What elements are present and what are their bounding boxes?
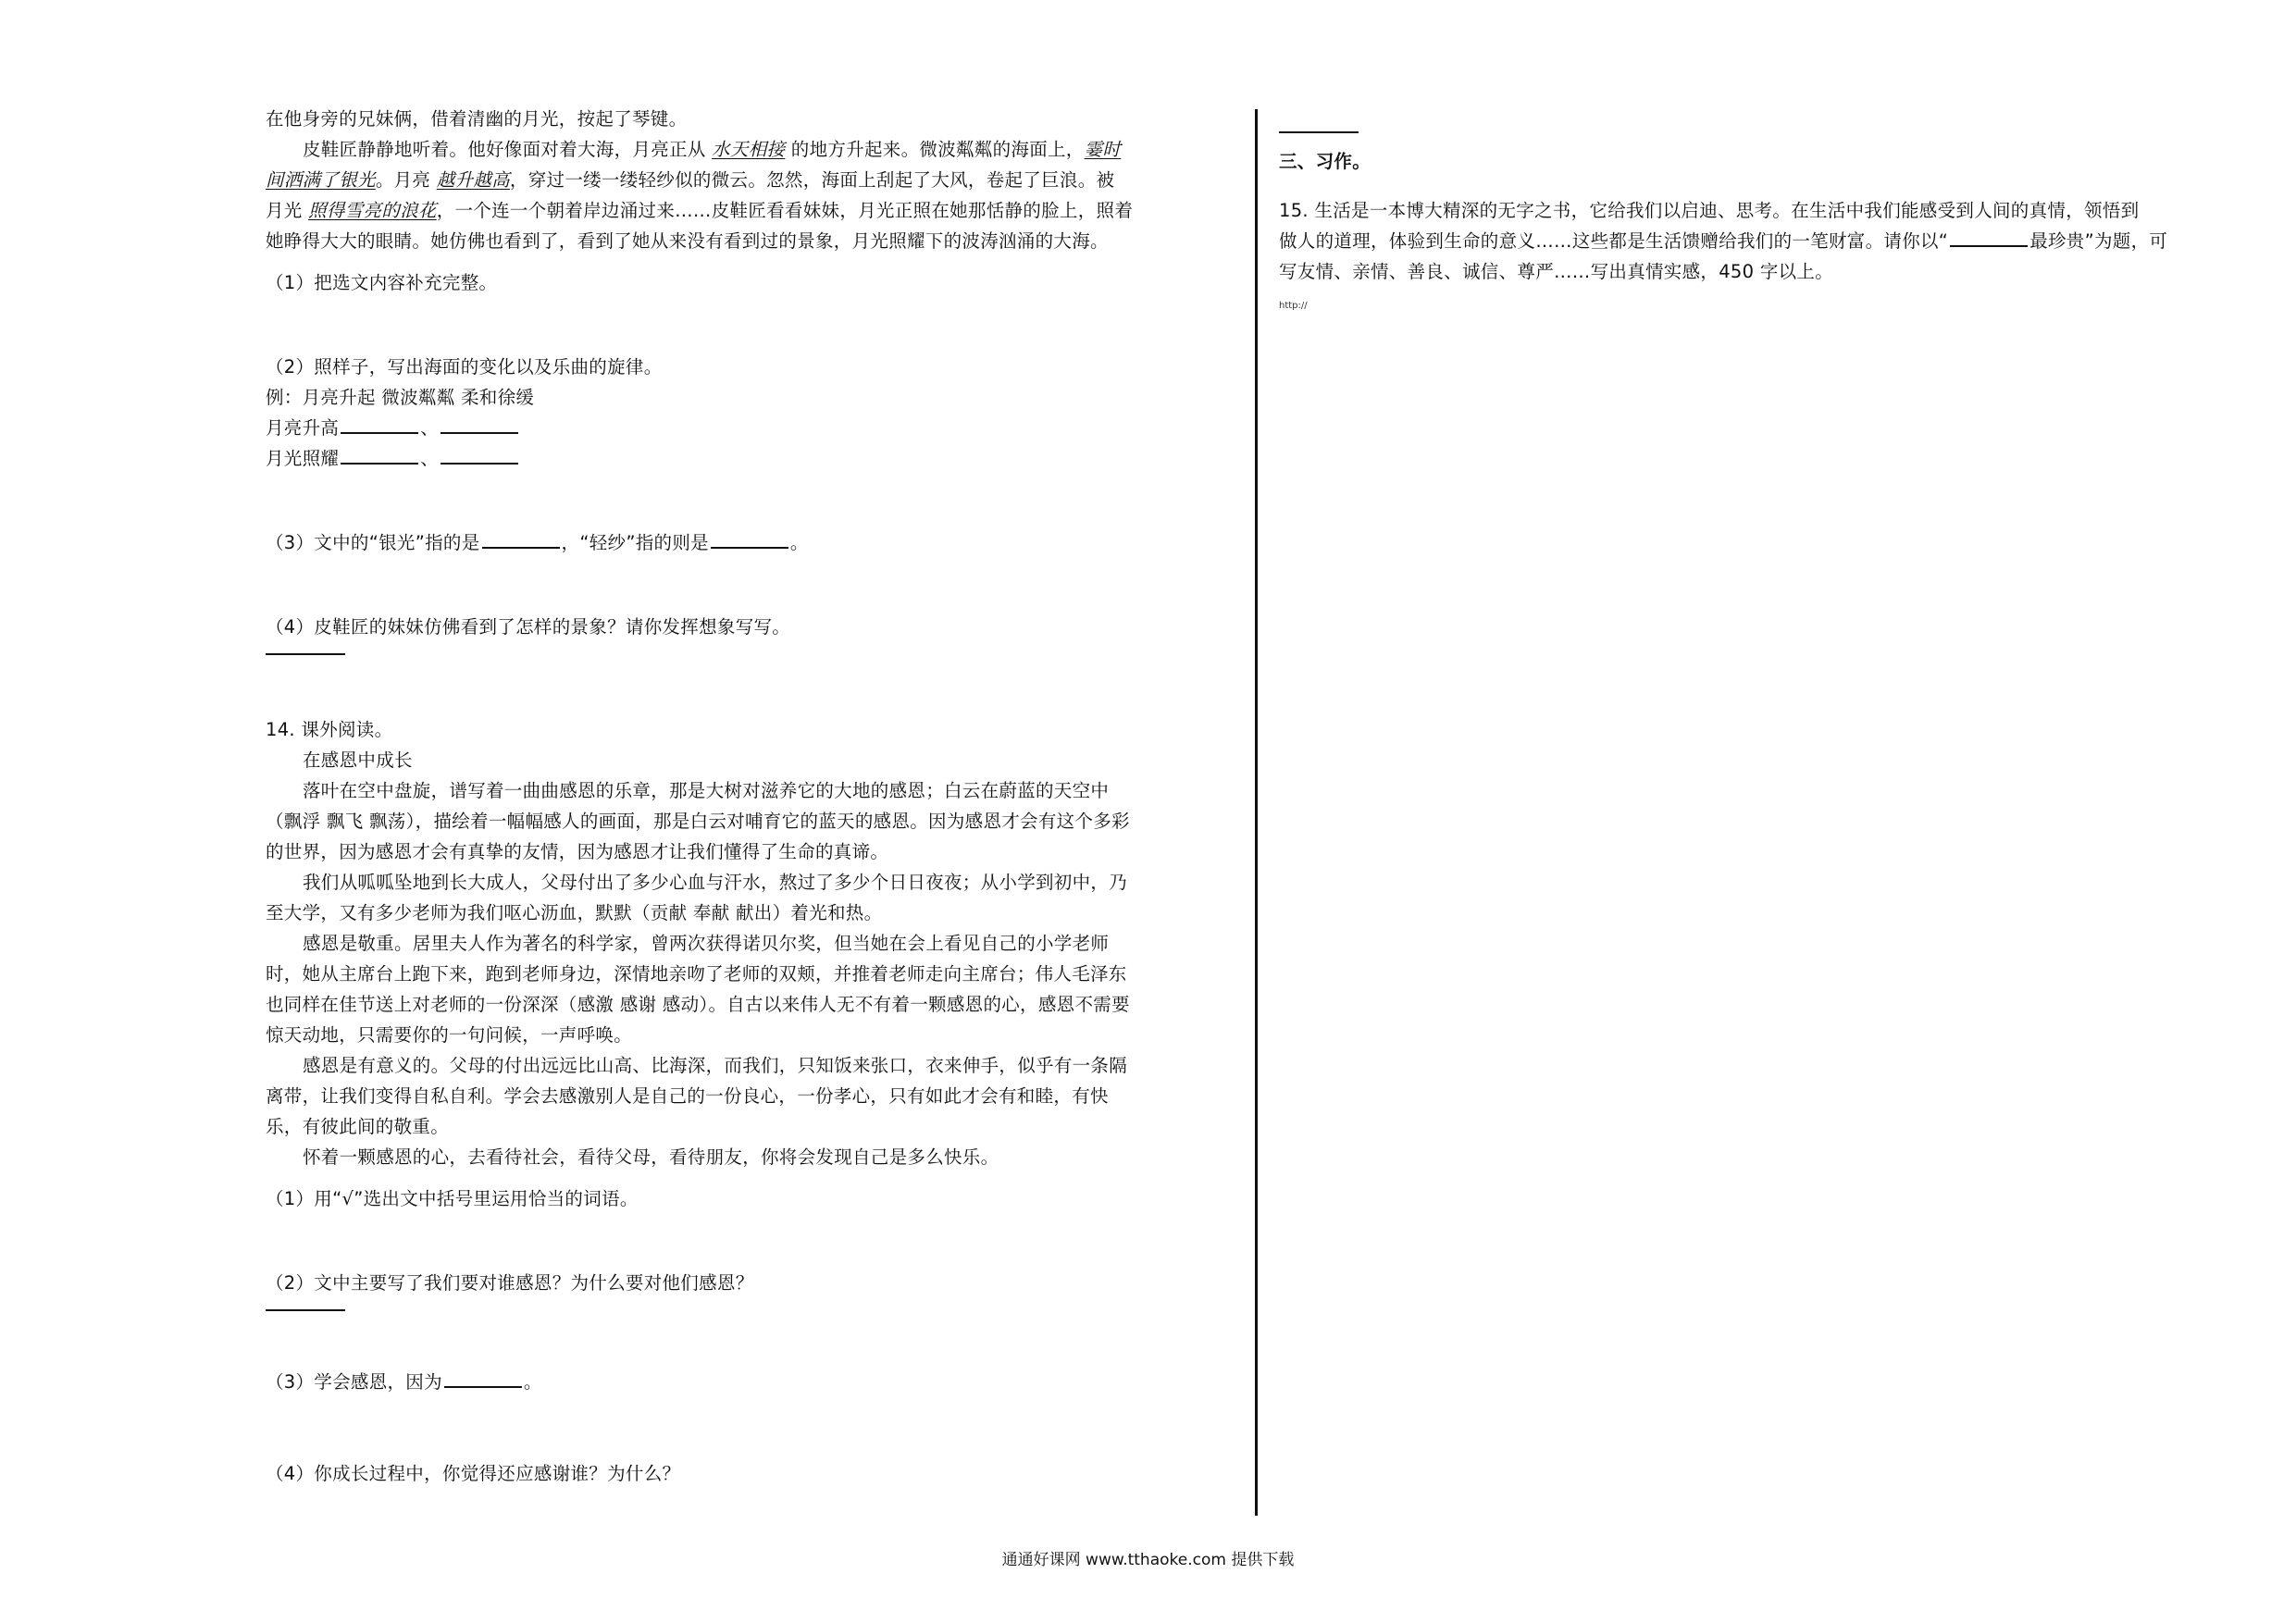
q13-part3: （3）文中的“银光”指的是 ，“轻纱”指的则是 。 xyxy=(266,527,1228,558)
q14-para3-line2: 时，她从主席台上跑下来，跑到老师身边，深情地亲吻了老师的双颊，并推着老师走向主席台；伟人毛泽东 xyxy=(266,963,1127,985)
answer-blank[interactable] xyxy=(444,1368,522,1388)
answer-blank[interactable] xyxy=(711,528,788,549)
title-blank[interactable] xyxy=(1950,227,2028,247)
q14-para1-line1: 落叶在空中盘旋，谱写着一曲曲感恩的乐章，那是大树对滋养它的大地的感恩；白云在蔚蓝的天空中 xyxy=(303,780,1110,801)
q14-part4: （4）你成长过程中，你觉得还应感谢谁？为什么？ xyxy=(266,1463,681,1484)
q13-part2: （2）照样子，写出海面的变化以及乐曲的旋律。 xyxy=(266,356,663,378)
marked-phrase: 照得雪亮的浪花 xyxy=(308,200,437,221)
q14-para2-line1: 我们从呱呱坠地到长大成人，父母付出了多少心血与汗水，熬过了多少个日日夜夜；从小学到初中，乃 xyxy=(303,872,1128,893)
marked-phrase: 越升越高 xyxy=(436,169,510,191)
q14-heading: 14. 课外阅读。 xyxy=(266,719,393,740)
answer-blank[interactable] xyxy=(441,414,518,434)
q14-part3: （3）学会感恩，因为 。 xyxy=(266,1367,1228,1397)
answer-line[interactable] xyxy=(1279,130,1359,133)
story-line-1: 在他身旁的兄妹俩，借着清幽的月光，按起了琴键。 xyxy=(266,108,688,130)
answer-blank[interactable] xyxy=(482,528,560,549)
answer-blank[interactable] xyxy=(341,444,418,465)
q14-para2-line2: 至大学，又有多少老师为我们呕心沥血，默默（贡献 奉献 献出）着光和热。 xyxy=(266,902,883,923)
q14-part1: （1）用“√”选出文中括号里运用恰当的词语。 xyxy=(266,1188,639,1209)
q15-line-1: 15. 生活是一本博大精深的无字之书，它给我们以启迪、思考。在生活中我们能感受到人间的真情，领悟到 xyxy=(1279,200,2140,221)
answer-line[interactable] xyxy=(266,1307,345,1311)
right-column xyxy=(1279,104,2260,313)
q14-para4-line1: 感恩是有意义的。父母的付出远远比山高、比海深，而我们，只知饭来张口，衣来伸手，似乎有一条隔 xyxy=(303,1055,1128,1076)
page-footer: 通通好课网 www.tthaoke.com 提供下载 xyxy=(1001,1551,1295,1569)
answer-line[interactable] xyxy=(266,651,345,655)
q13-part4: （4）皮鞋匠的妹妹仿佛看到了怎样的景象？请你发挥想象写写。 xyxy=(266,616,791,638)
q14-para1-line3: 的世界，因为感恩才会有真挚的友情，因为感恩才让我们懂得了生命的真谛。 xyxy=(266,841,889,862)
q13-row-moon-rise: 月亮升高 、 xyxy=(266,413,1228,443)
marked-phrase: 霎时 xyxy=(1084,139,1122,160)
answer-blank[interactable] xyxy=(441,444,518,465)
story-line-4: 月光 照得雪亮的浪花，一个连一个朝着岸边涌过来……皮鞋匠看看妹妹，月光正照在她那恬静的脸上，照着 xyxy=(266,200,1134,221)
section-title: 三、习作。 xyxy=(1279,151,1371,172)
q13-part1: （1）把选文内容补充完整。 xyxy=(266,272,498,293)
q13-row-moonlight: 月光照耀 、 xyxy=(266,443,1228,474)
q14-para3-line4: 惊天动地，只需要你的一句问候，一声呼唤。 xyxy=(266,1024,633,1046)
answer-blank[interactable] xyxy=(341,414,418,434)
story-line-3: 间洒满了银光。月亮 越升越高，穿过一缕一缕轻纱似的微云。忽然，海面上刮起了大风，卷起了巨浪。被 xyxy=(266,169,1115,191)
marked-phrase: 水天相接 xyxy=(712,139,786,160)
story-line-5: 她睁得大大的眼睛。她仿佛也看到了，看到了她从来没有看到过的景象，月光照耀下的波涛汹涌的大海。 xyxy=(266,230,1109,252)
q14-para1-line2: （飘浮 飘飞 飘荡），描绘着一幅幅感人的画面，那是白云对哺育它的蓝天的感恩。因为感恩才会有这个多彩 xyxy=(266,811,1130,832)
left-column xyxy=(266,104,1228,1489)
story-line-2: 皮鞋匠静静地听着。他好像面对着大海，月亮正从 水天相接 的地方升起来。微波粼粼的海面上，霎时 xyxy=(303,139,1122,160)
q14-part2: （2）文中主要写了我们要对谁感恩？为什么要对他们感恩？ xyxy=(266,1272,754,1294)
q14-para4-line3: 乐，有彼此间的敬重。 xyxy=(266,1116,450,1137)
q13-example: 例：月亮升起 微波粼粼 柔和徐缓 xyxy=(266,387,535,408)
q14-para5: 怀着一颗感恩的心，去看待社会，看待父母，看待朋友，你将会发现自己是多么快乐。 xyxy=(303,1146,999,1168)
q14-title: 在感恩中成长 xyxy=(303,750,413,771)
q14-para3-line3: 也同样在佳节送上对老师的一份深深（感激 感谢 感动）。自古以来伟人无不有着一颗感恩的心，感恩不需要 xyxy=(266,994,1130,1015)
q15-line-2: 做人的道理，体验到生命的意义……这些都是生活馈赠给我们的一笔财富。请你以“ 最珍贵”为题，可 xyxy=(1279,226,2260,256)
q14-para4-line2: 离带，让我们变得自私自利。学会去感激别人是自己的一份良心，一份孝心，只有如此才会有和睦，有快 xyxy=(266,1085,1109,1107)
small-text: http:// xyxy=(1279,301,1308,311)
q14-para3-line1: 感恩是敬重。居里夫人作为著名的科学家，曾两次获得诺贝尔奖，但当她在会上看见自己的小学老师 xyxy=(303,933,1110,954)
q15-line-3: 写友情、亲情、善良、诚信、尊严……写出真情实感，450 字以上。 xyxy=(1279,261,1834,282)
marked-phrase: 间洒满了银光 xyxy=(266,169,376,191)
column-divider xyxy=(1255,109,1258,1516)
